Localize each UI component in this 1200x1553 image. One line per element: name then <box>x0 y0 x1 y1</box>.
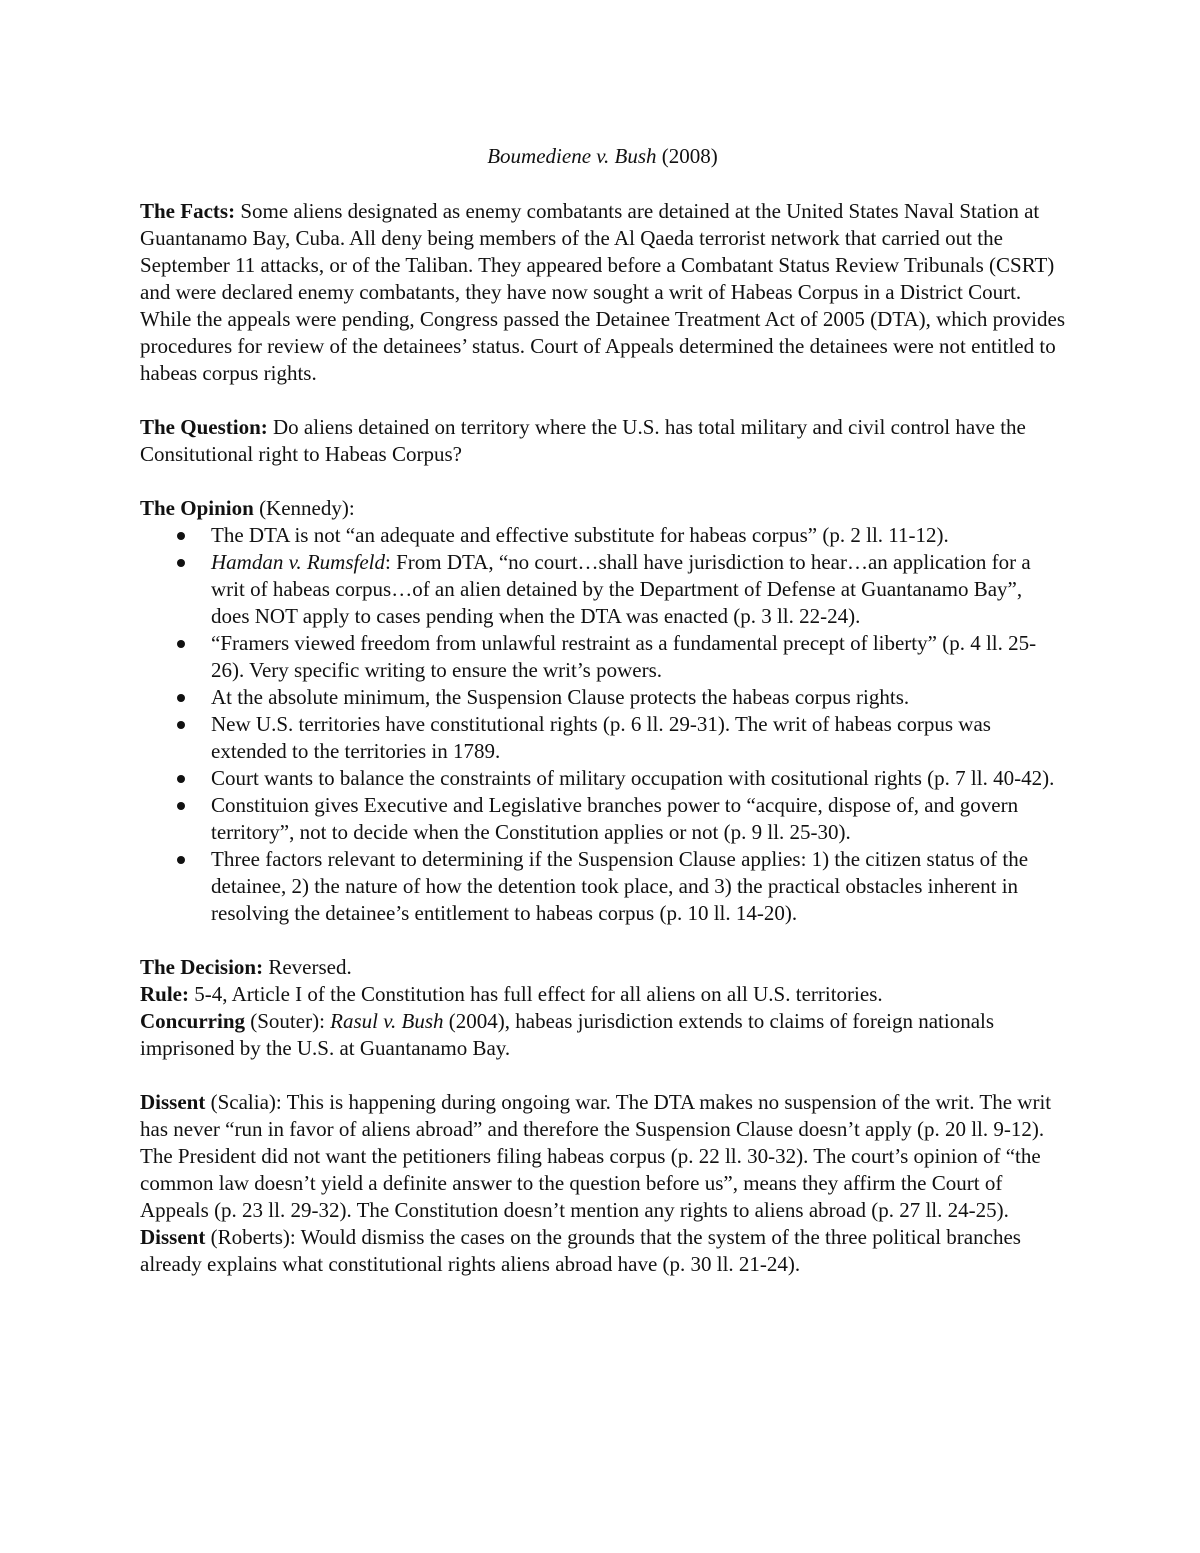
bullet-icon <box>177 640 185 648</box>
case-year: (2008) <box>661 144 718 168</box>
decision-text: Reversed. <box>263 955 352 979</box>
facts-section <box>140 198 1065 387</box>
concurring-section <box>140 1008 1065 1062</box>
opinion-bullet-list <box>140 522 1065 927</box>
dissent-roberts-section <box>140 1224 1065 1278</box>
rule-section <box>140 981 1065 1008</box>
dissent-author: (Roberts): <box>205 1225 296 1249</box>
dissent-label: Dissent <box>140 1225 206 1249</box>
opinion-bullet: Hamdan v. Rumsfeld: From DTA, “no court…shall have jurisdiction to hear…an application for a writ of habeas corpus…of an alien detained by the Department of Defense at Guantanamo Bay”, does NOT apply to cases pending when the DTA was enacted (p. 3 ll. 22-24). <box>211 549 1065 630</box>
rule-text: 5-4, Article I of the Constitution has full effect for all aliens on all U.S. territories. <box>189 982 883 1006</box>
dissent-label: Dissent <box>140 1090 206 1114</box>
decision-label: The Decision: <box>140 955 264 979</box>
question-text: Do aliens detained on territory where the U.S. has total military and civil control have the Consitutional right to Habeas Corpus? <box>140 415 1026 466</box>
case-reference: Rasul v. Bush <box>330 1009 444 1033</box>
bullet-icon <box>177 775 185 783</box>
opinion-label: The Opinion <box>140 496 254 520</box>
bullet-icon <box>177 856 185 864</box>
dissent-scalia-section <box>140 1089 1065 1224</box>
decision-section <box>140 954 1065 981</box>
dissent-text: This is happening during ongoing war. The DTA makes no suspension of the writ. The writ has never “run in favor of aliens abroad” and therefore the Suspension Clause doesn’t apply (p. 20 ll. 9-12). The President did not want the petitioners filing habeas corpus (p. 22 ll. 30-32). The court’s opinion of “the common law doesn’t yield a definite answer to the question before us”, means they affirm the Court of Appeals (p. 23 ll. 29-32). The Constitution doesn’t mention any rights to aliens abroad (p. 27 ll. 24-25). <box>140 1090 1052 1222</box>
bullet-icon <box>177 559 185 567</box>
concurring-author: (Souter): <box>245 1009 331 1033</box>
opinion-bullet: At the absolute minimum, the Suspension Clause protects the habeas corpus rights. <box>211 684 1065 711</box>
bullet-icon <box>177 532 185 540</box>
opinion-bullet: The DTA is not “an adequate and effective substitute for habeas corpus” (p. 2 ll. 11-12). <box>211 522 1065 549</box>
opinion-bullet: Constituion gives Executive and Legislative branches power to “acquire, dispose of, and govern territory”, not to decide when the Constitution applies or not (p. 9 ll. 25-30). <box>211 792 1065 846</box>
case-reference: Hamdan v. Rumsfeld <box>211 550 385 574</box>
bullet-icon <box>177 721 185 729</box>
question-section <box>140 414 1065 468</box>
facts-text: Some aliens designated as enemy combatants are detained at the United States Naval Station at Guantanamo Bay, Cuba. All deny being members of the Al Qaeda terrorist network that carried out the September 11 attacks, or of the Taliban. They appeared before a Combatant Status Review Tribunals (CSRT) and were declared enemy combatants, they have now sought a writ of Habeas Corpus in a District Court. While the appeals were pending, Congress passed the Detainee Treatment Act of 2005 (DTA), which provides procedures for review of the detainees’ status. Court of Appeals determined the detainees were not entitled to habeas corpus rights. <box>140 199 1065 385</box>
opinion-bullet: “Framers viewed freedom from unlawful restraint as a fundamental precept of liberty” (p. 4 ll. 25-26). Very specific writing to ensure the writ’s powers. <box>211 630 1065 684</box>
document-page <box>140 143 1065 1278</box>
case-name: Boumediene v. Bush <box>487 144 657 168</box>
opinion-author: (Kennedy): <box>253 496 355 520</box>
dissent-author: (Scalia): <box>205 1090 282 1114</box>
opinion-bullet: Court wants to balance the constraints of military occupation with cositutional rights (p. 7 ll. 40-42). <box>211 765 1065 792</box>
rule-label: Rule: <box>140 982 189 1006</box>
opinion-bullet: Three factors relevant to determining if the Suspension Clause applies: 1) the citizen status of the detainee, 2) the nature of how the detention took place, and 3) the practical obstacles inherent in resolving the detainee’s entitlement to habeas corpus (p. 10 ll. 14-20). <box>211 846 1065 927</box>
concurring-label: Concurring <box>140 1009 245 1033</box>
question-label: The Question: <box>140 415 268 439</box>
bullet-icon <box>177 694 185 702</box>
bullet-icon <box>177 802 185 810</box>
dissent-text: Would dismiss the cases on the grounds that the system of the three political branches already explains what constitutional rights aliens abroad have (p. 30 ll. 21-24). <box>140 1225 1021 1276</box>
facts-label: The Facts: <box>140 199 236 223</box>
opinion-heading <box>140 495 1065 522</box>
case-title <box>140 143 1065 170</box>
opinion-bullet: New U.S. territories have constitutional rights (p. 6 ll. 29-31). The writ of habeas corpus was extended to the territories in 1789. <box>211 711 1065 765</box>
concurring-text: (2004), habeas jurisdiction extends to claims of foreign nationals imprisoned by the U.S. at Guantanamo Bay. <box>140 1009 995 1060</box>
